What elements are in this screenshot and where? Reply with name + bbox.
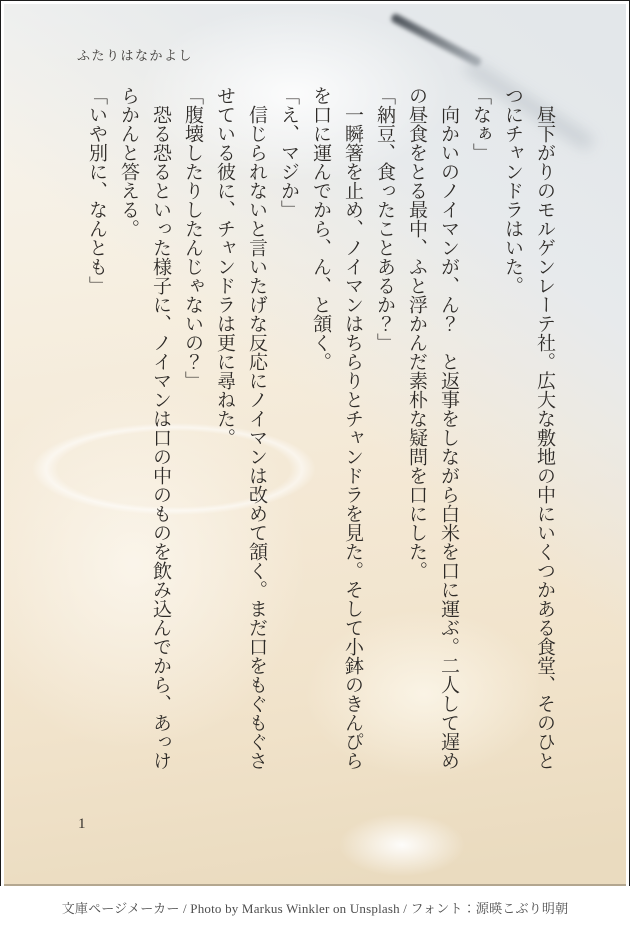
paragraph-5: 一瞬箸を止め、ノイマンはちらりとチャンドラを見た。そして小鉢のきんぴらを口に運んでから、ん、と頷く。 [310,86,363,770]
page-number: 1 [78,816,86,832]
paragraph-6: 「え、マジか」 [278,86,299,219]
paragraph-8: 「腹壊したりしたんじゃないの？」 [182,86,203,390]
background-photo [4,4,626,886]
paragraph-3: 向かいのノイマンが、ん？ と返事をしながら白米を口に運ぶ。二人して遅めの昼食をとる最中、ふと浮かんだ素朴な疑問を口にした。 [406,86,459,770]
paragraph-10: 「いや別に、なんとも」 [86,86,107,295]
straw-shadow [390,13,483,68]
paragraph-2: 「なぁ」 [470,86,491,162]
footer-credit: 文庫ページメーカー / Photo by Markus Winkler on Unsplash / フォント：源暎こぶり明朝 [0,886,630,928]
story-title: ふたりはなかよし [77,48,194,63]
story-text-block [80,86,560,772]
paragraph-1: 昼下がりのモルゲンレーテ社。広大な敷地の中にいくつかある食堂、そのひとつにチャンドラはいた。 [502,86,555,770]
paragraph-4: 「納豆、食ったことあるか？」 [374,86,395,352]
paragraph-7: 信じられないと言いたげな反応にノイマンは改めて頷く。まだ口をもぐもぐさせている彼に、チャンドラは更に尋ねた。 [214,86,267,770]
paragraph-9: 恐る恐るといった様子に、ノイマンは口の中のものを飲み込んでから、あっけらかんと答える。 [118,86,171,770]
